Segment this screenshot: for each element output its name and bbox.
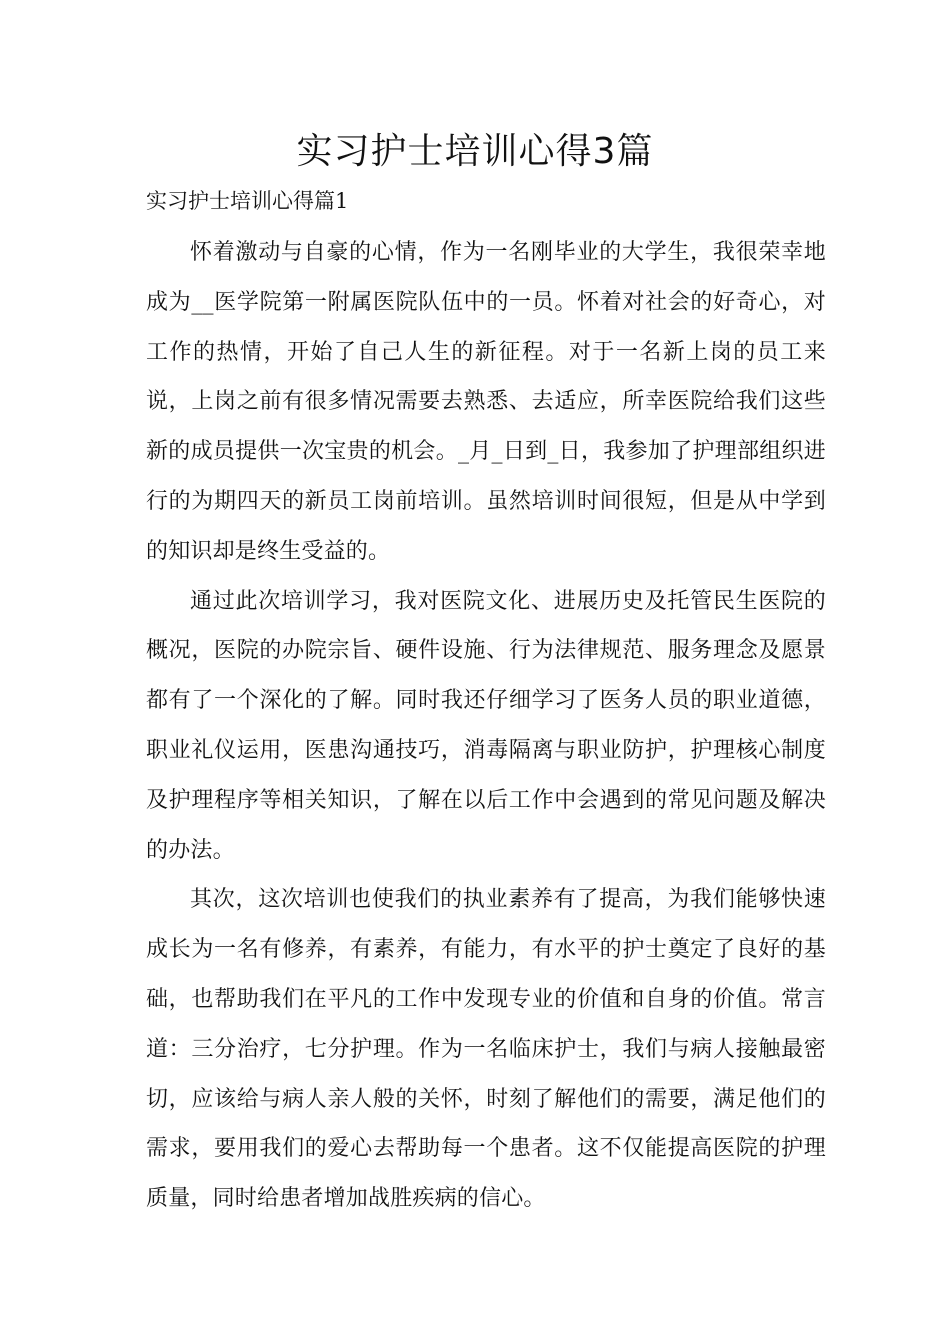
- paragraph-1: 怀着激动与自豪的心情，作为一名刚毕业的大学生，我很荣幸地成为__医学院第一附属医院队伍中的一员。怀着对社会的好奇心，对工作的热情，开始了自己人生的新征程。对于一名新上岗的员工来说，上岗之前有很多情况需要去熟悉、去适应，所幸医院给我们这些新的成员提供一次宝贵的机会。_月_日到_日，我参加了护理部组织进行的为期四天的新员工岗前培训。虽然培训时间很短，但是从中学到的知识却是终生受益的。: [146, 240, 826, 564]
- section-heading: 实习护士培训心得篇1: [146, 189, 349, 213]
- paragraph-3: 其次，这次培训也使我们的执业素养有了提高，为我们能够快速成长为一名有修养，有素养，有能力，有水平的护士奠定了良好的基础，也帮助我们在平凡的工作中发现专业的价值和自身的价值。常言道：三分治疗，七分护理。作为一名临床护士，我们与病人接触最密切，应该给与病人亲人般的关怀，时刻了解他们的需要，满足他们的需求，要用我们的爱心去帮助每一个患者。这不仅能提高医院的护理质量，同时给患者增加战胜疾病的信心。: [146, 887, 826, 1212]
- document-body: [146, 228, 826, 1224]
- document-title: 实习护士培训心得3篇: [296, 131, 654, 172]
- paragraph-2: 通过此次培训学习，我对医院文化、进展历史及托管民生医院的概况，医院的办院宗旨、硬件设施、行为法律规范、服务理念及愿景都有了一个深化的了解。同时我还仔细学习了医务人员的职业道德，职业礼仪运用，医患沟通技巧，消毒隔离与职业防护，护理核心制度及护理程序等相关知识，了解在以后工作中会遇到的常见问题及解决的办法。: [146, 588, 826, 863]
